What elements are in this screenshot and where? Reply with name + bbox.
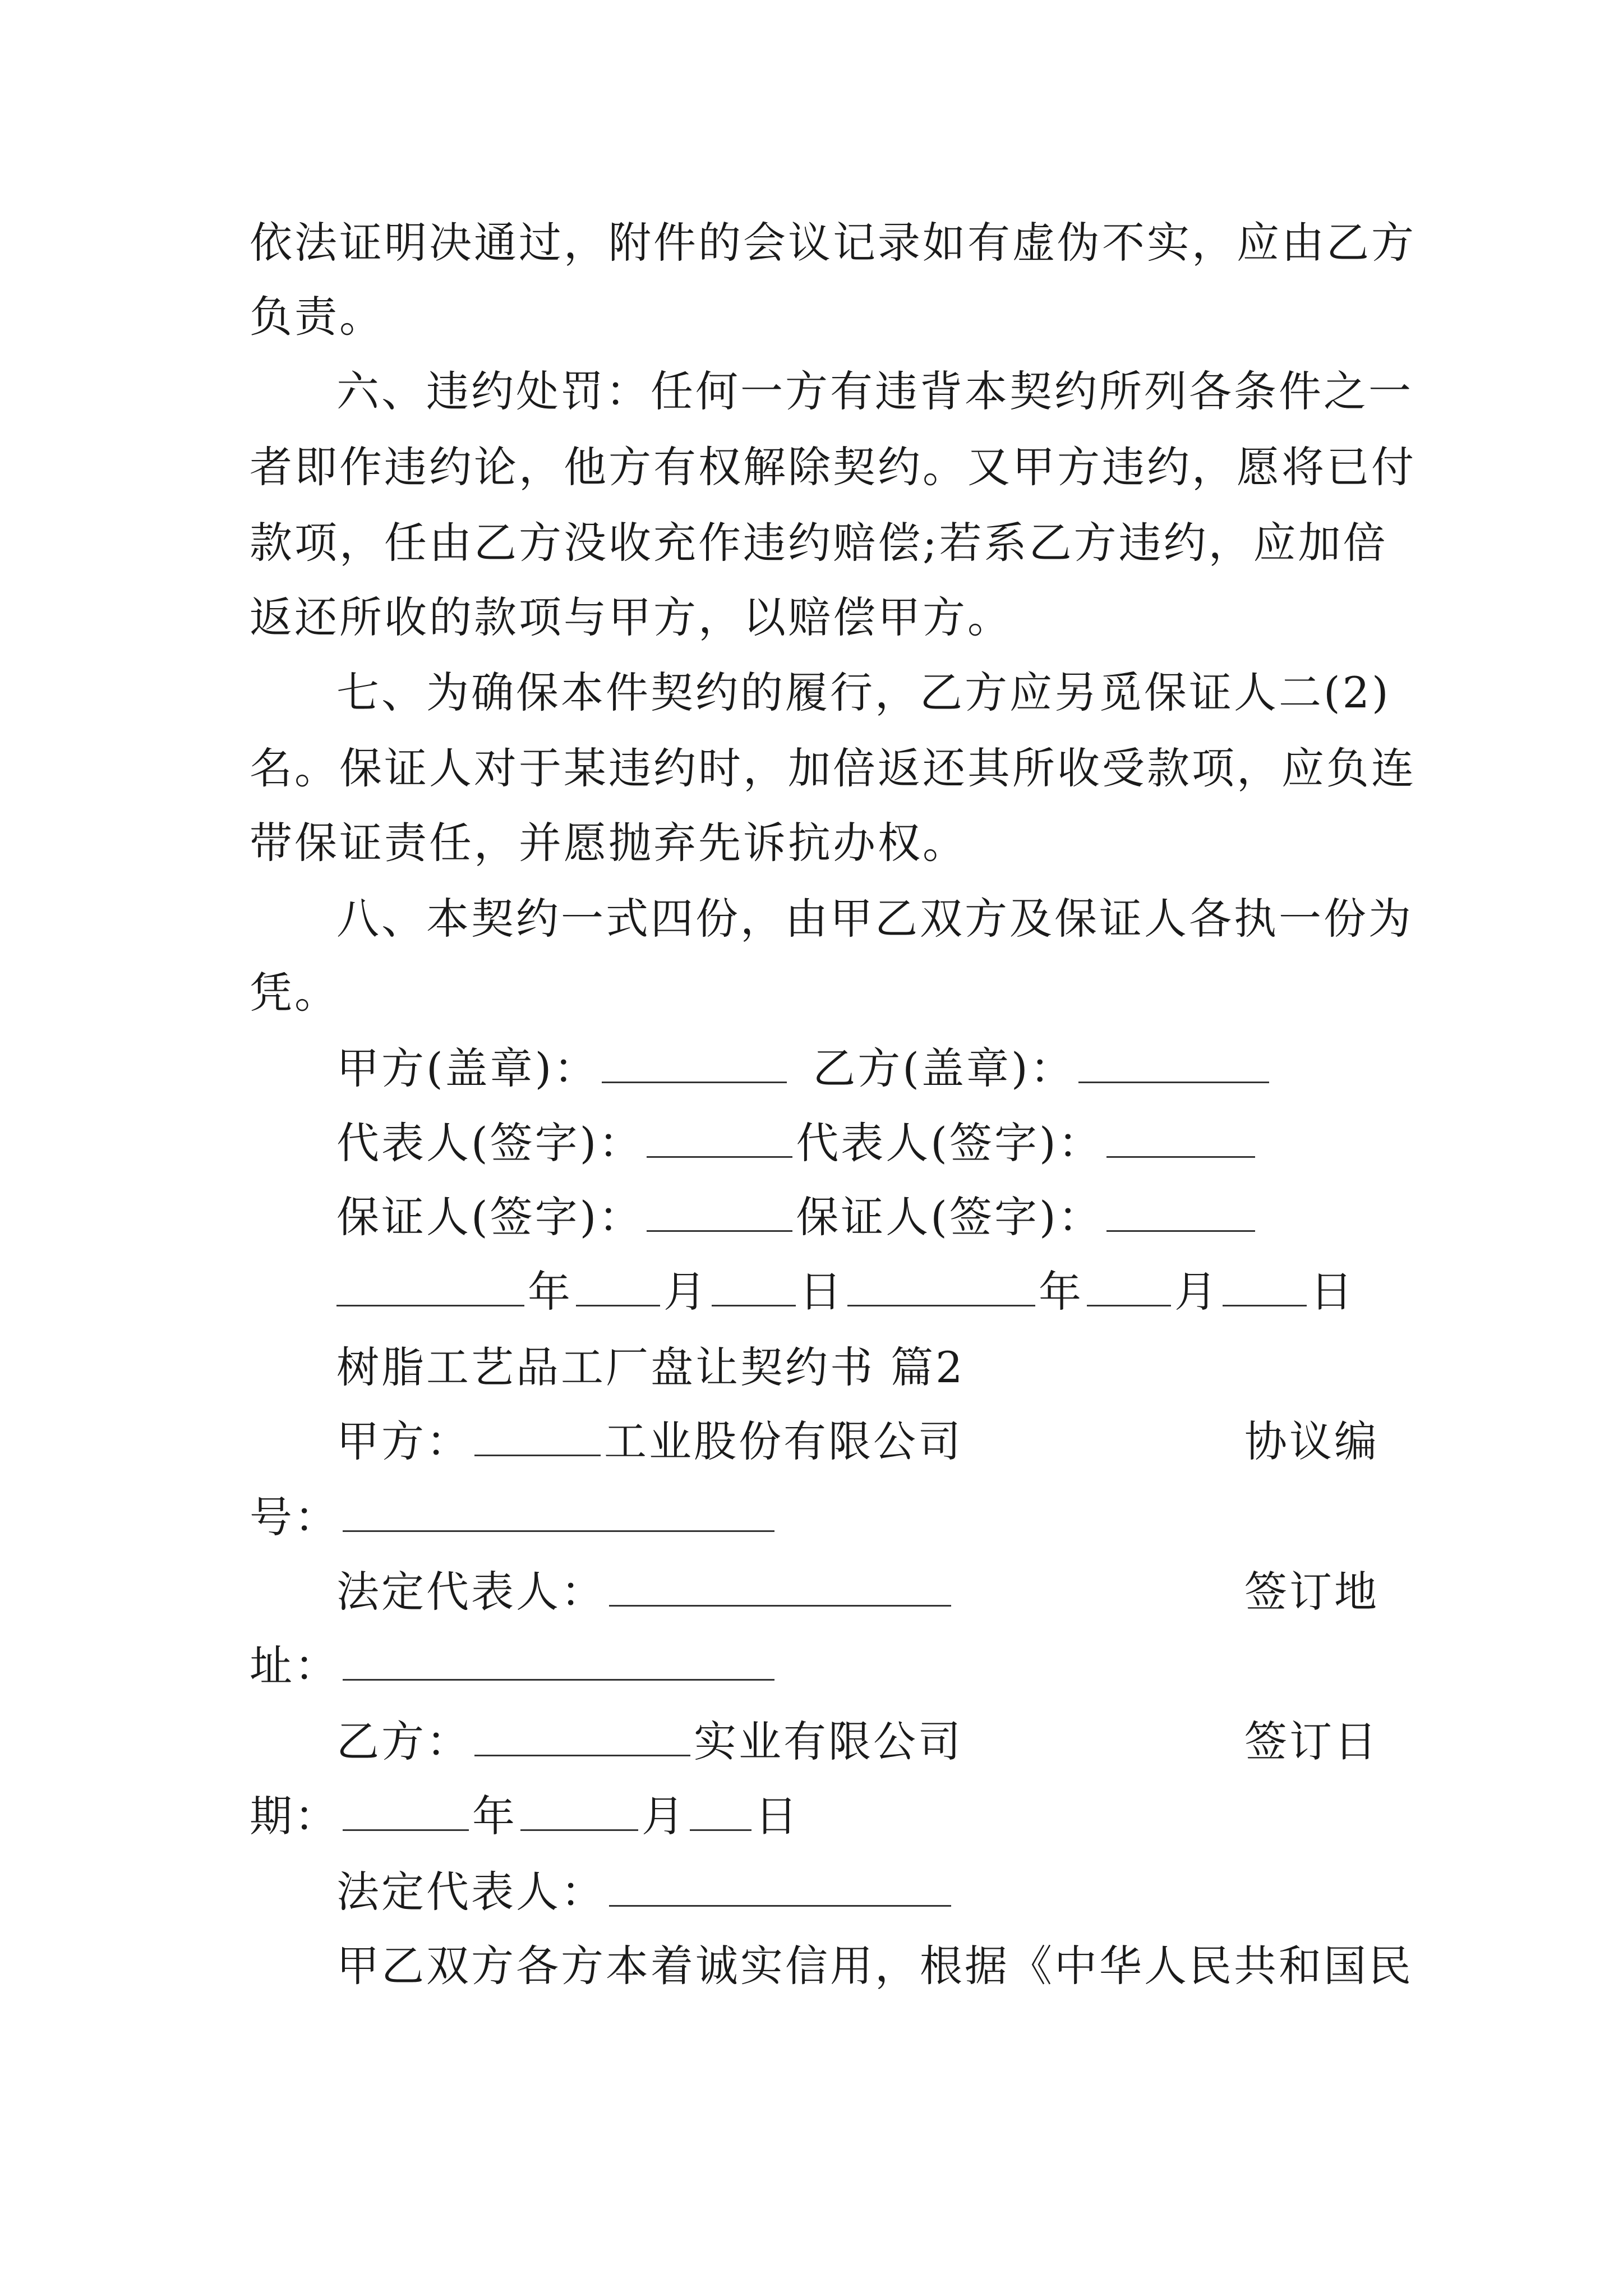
paragraph-line: 八、本契约一式四份，由甲乙双方及保证人各执一份为: [336, 894, 1413, 944]
party-a-label: 甲方：: [336, 1416, 471, 1466]
agreement-no-label: 协议编: [1244, 1416, 1379, 1466]
section-title: 树脂工艺品工厂盘让契约书 篇2: [336, 1342, 965, 1392]
month-label: 月: [663, 1267, 708, 1317]
month-a-blank[interactable]: [576, 1271, 660, 1306]
guarantor-sign-b-blank[interactable]: [1106, 1197, 1255, 1232]
party-a-company: 工业股份有限公司: [604, 1416, 963, 1466]
year-label: 年: [472, 1791, 517, 1841]
year-a-blank[interactable]: [336, 1271, 524, 1306]
legal-rep-label: 法定代表人：: [336, 1567, 606, 1617]
agreement-no-blank[interactable]: [343, 1497, 774, 1532]
paragraph-line: 凭。: [250, 968, 339, 1018]
party-a-seal-blank[interactable]: [602, 1048, 787, 1083]
party-a-seal-label: 甲方(盖章)：: [336, 1043, 599, 1093]
party-b-company: 实业有限公司: [694, 1717, 963, 1766]
rep-sign-a-blank[interactable]: [647, 1122, 792, 1158]
sign-place-label: 签订地: [1244, 1567, 1379, 1617]
sign-date-label: 签订日: [1244, 1717, 1379, 1766]
party-b-row: [336, 1714, 963, 1770]
paragraph-line: 带保证责任，并愿抛弃先诉抗办权。: [250, 818, 967, 868]
paragraph-line: 名。保证人对于某违约时，加倍返还其所收受款项，应负连: [250, 743, 1416, 793]
guarantor-sign-a-label: 保证人(签字)：: [336, 1192, 644, 1242]
sign-date-label-cont: 期：: [250, 1791, 339, 1841]
paragraph-line: 负责。: [250, 292, 384, 342]
rep-sign-b-blank[interactable]: [1106, 1122, 1255, 1158]
guarantor-sign-b-label: 保证人(签字)：: [796, 1192, 1103, 1242]
paragraph-line: 六、违约处罚：任何一方有违背本契约所列各条件之一: [336, 366, 1413, 416]
party-b-blank[interactable]: [474, 1721, 690, 1756]
paragraph-line: 七、为确保本件契约的履行，乙方应另觅保证人二(2): [336, 668, 1391, 717]
day-a-blank[interactable]: [712, 1271, 796, 1306]
legal-rep-b-row: [336, 1864, 955, 1920]
legal-rep-b-label: 法定代表人：: [336, 1867, 606, 1917]
month-label: 月: [642, 1791, 686, 1841]
day-label: 日: [1310, 1267, 1355, 1317]
day-label: 日: [799, 1267, 844, 1317]
sign-year-blank[interactable]: [343, 1796, 469, 1831]
agreement-no-label-cont: 号：: [250, 1492, 339, 1542]
legal-rep-blank[interactable]: [609, 1571, 951, 1607]
rep-sign-a-label: 代表人(签字)：: [336, 1118, 644, 1168]
day-b-blank[interactable]: [1223, 1271, 1307, 1306]
sign-day-blank[interactable]: [690, 1796, 751, 1831]
year-b-blank[interactable]: [847, 1271, 1035, 1306]
day-label: 日: [755, 1791, 800, 1841]
party-a-row: [336, 1414, 963, 1470]
sign-month-blank[interactable]: [520, 1796, 638, 1831]
party-b-label: 乙方：: [336, 1717, 471, 1766]
guarantor-sign-a-blank[interactable]: [647, 1197, 792, 1232]
signature-row-rep: [336, 1115, 1258, 1171]
legal-rep-row: [336, 1564, 955, 1620]
month-label: 月: [1174, 1267, 1219, 1317]
year-label: 年: [1039, 1267, 1083, 1317]
intro-paragraph-line: 甲乙双方各方本着诚实信用，根据《中华人民共和国民: [336, 1941, 1413, 1991]
month-b-blank[interactable]: [1087, 1271, 1171, 1306]
party-b-seal-blank[interactable]: [1078, 1048, 1269, 1083]
paragraph-line: 者即作违约论，他方有权解除契约。又甲方违约，愿将已付: [250, 442, 1416, 492]
paragraph-line: 依法证明决通过，附件的会议记录如有虚伪不实，应由乙方: [250, 218, 1416, 268]
paragraph-line: 款项，任由乙方没收充作违约赔偿;若系乙方违约，应加倍: [250, 518, 1388, 568]
sign-place-blank[interactable]: [343, 1645, 774, 1681]
party-a-blank[interactable]: [474, 1421, 601, 1456]
sign-place-label-cont: 址：: [250, 1641, 339, 1691]
sign-place-row: [250, 1638, 778, 1694]
signature-row-guarantor: [336, 1189, 1258, 1245]
paragraph-line: 返还所收的款项与甲方，以赔偿甲方。: [250, 592, 1012, 642]
signature-row-date: [336, 1264, 1355, 1320]
rep-sign-b-label: 代表人(签字)：: [796, 1118, 1103, 1168]
year-label: 年: [528, 1267, 573, 1317]
agreement-no-row: [250, 1489, 778, 1545]
sign-date-row: [250, 1788, 800, 1844]
party-b-seal-label: 乙方(盖章)：: [813, 1043, 1075, 1093]
legal-rep-b-blank[interactable]: [609, 1871, 951, 1907]
signature-row-seal: [336, 1041, 1272, 1097]
